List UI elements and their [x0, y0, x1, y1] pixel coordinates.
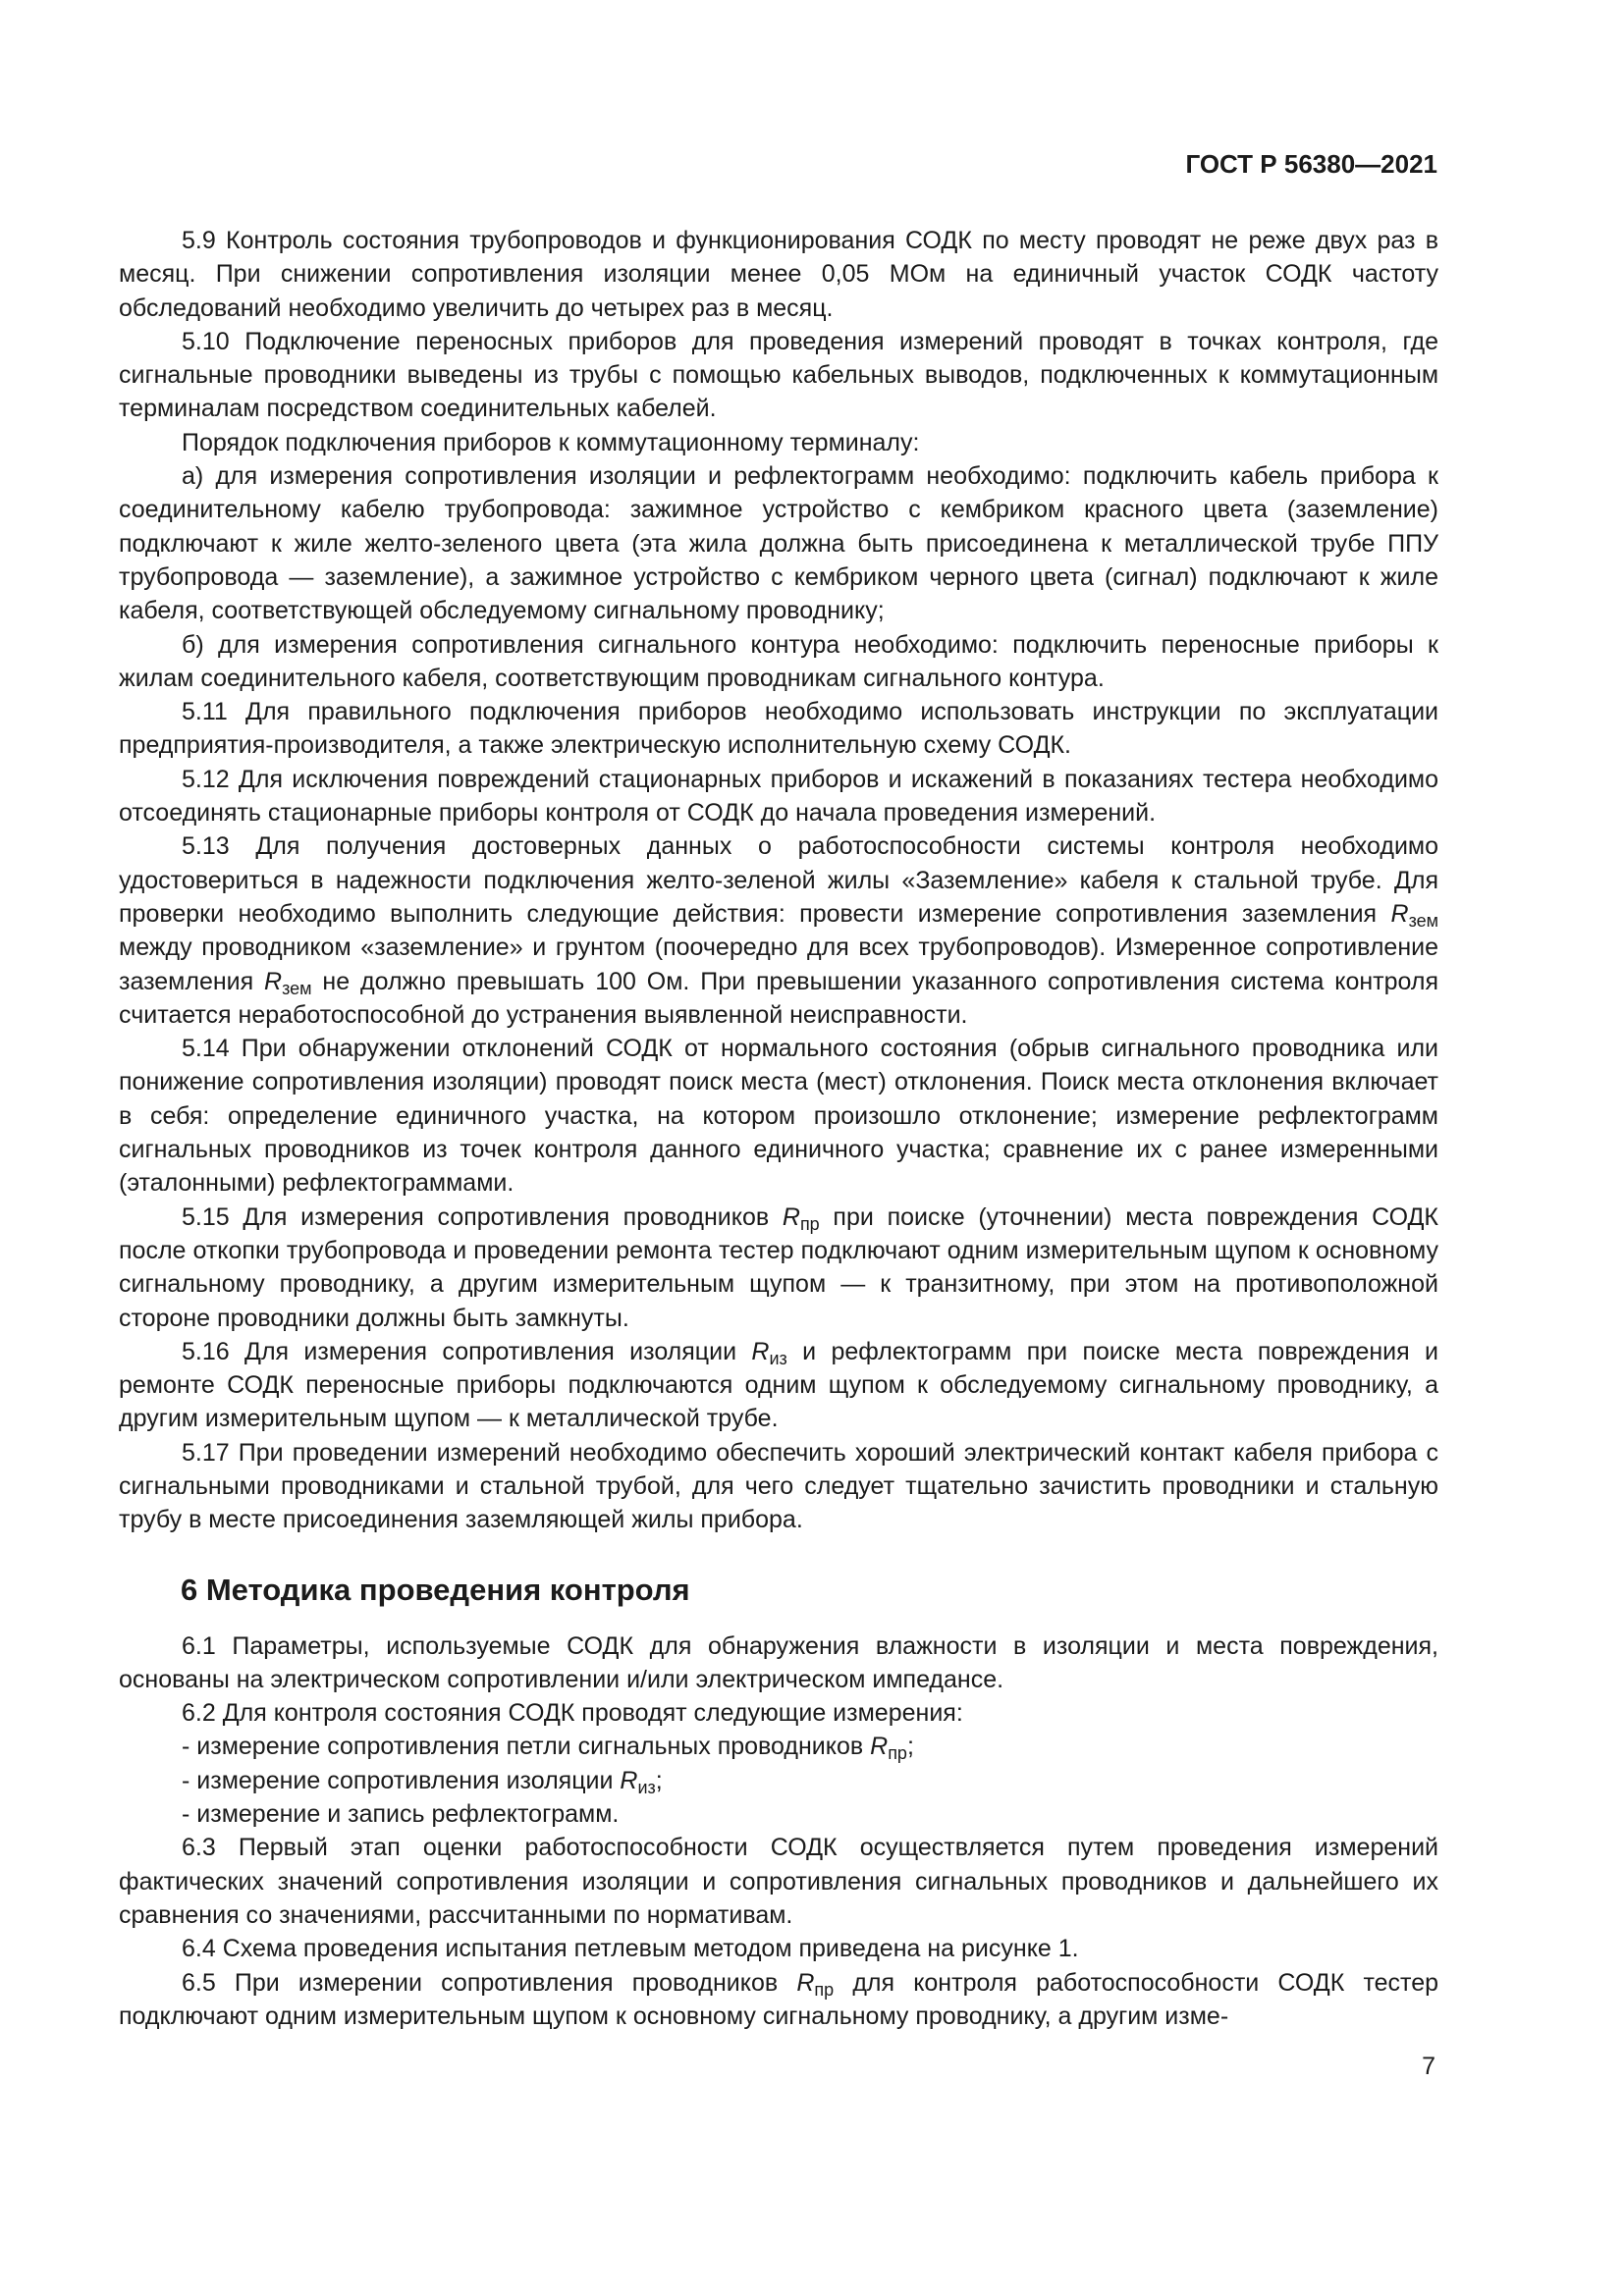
paragraph — [119, 1932, 1438, 1965]
paragraph — [119, 829, 1438, 1032]
section-heading — [181, 1571, 1438, 1610]
math-variable-symbol: R — [264, 967, 283, 995]
math-variable-symbol: R — [870, 1733, 889, 1761]
math-variable-symbol: R — [782, 1202, 800, 1231]
math-variable — [782, 1202, 820, 1234]
math-variable — [620, 1766, 656, 1797]
text-run: а) для измерения сопротивления изоляции и рефлектограмм необходимо: подключить кабель прибора к соединительному кабелю трубопровода: зажимное устройство с кембриком красного цвета (заземление) подключают к жиле желто-зеленого цвета (эта жила должна быть присоединена к металлической трубе ППУ трубопровода — заземление), а зажимное устройство с кембриком черного цвета (сигнал) подключают к жиле кабеля, соответствующей обследуемому сигнальному проводнику; — [119, 462, 1438, 625]
text-run: ; — [906, 1733, 914, 1761]
math-variable-symbol: R — [620, 1766, 638, 1794]
text-run: б) для измерения сопротивления сигнального контура необходимо: подключить переносные приборы к жилам соединительного кабеля, соответствующим проводникам сигнального контура. — [119, 630, 1438, 692]
text-run: Порядок подключения приборов к коммутационному терминалу: — [182, 428, 920, 456]
paragraph — [119, 1831, 1438, 1932]
paragraph — [119, 1730, 1438, 1763]
text-run: 5.11 Для правильного подключения приборов необходимо использовать инструкции по эксплуатации предприятия-производителя, а также электрическую исполнительную схему СОДК. — [119, 698, 1438, 760]
text-run: 5.10 Подключение переносных приборов для проведения измерений проводят в точках контроля, где сигнальные проводники выведены из трубы с помощью кабельных выводов, подключенных к коммутационным терминалам посредством соединительных кабелей. — [119, 327, 1438, 423]
text-run: - измерение и запись рефлектограмм. — [182, 1800, 620, 1829]
paragraph — [119, 224, 1438, 325]
text-run: 6 Методика проведения контроля — [181, 1572, 690, 1607]
text-run: и рефлектограмм при поиске места повреждения и ремонте СОДК переносные приборы подключаются одним щупом к обследуемому сигнальному проводнику, а другим измерительным щупом — к металлической трубе. — [119, 1337, 1438, 1433]
math-variable-subscript: зем — [1408, 910, 1438, 931]
math-variable — [796, 1968, 835, 2000]
text-run: ; — [655, 1766, 663, 1794]
text-run: - измерение сопротивления изоляции — [182, 1766, 621, 1794]
text-run: 5.16 Для измерения сопротивления изоляции — [182, 1337, 752, 1365]
text-run: - измерение сопротивления петли сигнальных проводников — [182, 1733, 871, 1761]
math-variable-symbol: R — [796, 1968, 815, 1997]
text-run: 5.17 При проведении измерений необходимо обеспечить хороший электрический контакт кабеля прибора с сигнальными проводниками и стальной трубой, для чего следует тщательно зачистить проводники и стальную трубу в месте присоединения заземляющей жилы прибора. — [119, 1438, 1438, 1534]
text-run: 6.2 Для контроля состояния СОДК проводят следующие измерения: — [182, 1699, 963, 1728]
paragraph — [119, 426, 1438, 459]
paragraph — [119, 1966, 1438, 2034]
paragraph — [119, 763, 1438, 830]
paragraph — [119, 1201, 1438, 1335]
text-run: 6.1 Параметры, используемые СОДК для обнаружения влажности в изоляции и места повреждения, основаны на электрическом сопротивлении и/или электрическом импедансе. — [119, 1631, 1438, 1693]
math-variable — [264, 967, 312, 998]
text-run: между проводником «заземление» и грунтом (поочередно для всех трубопроводов). Измеренное сопротивление заземления — [119, 934, 1438, 995]
math-variable-subscript: из — [637, 1777, 656, 1797]
paragraph — [119, 1629, 1438, 1697]
paragraph — [119, 459, 1438, 627]
math-variable-symbol: R — [751, 1337, 770, 1365]
paragraph — [119, 1436, 1438, 1537]
text-run: 5.9 Контроль состояния трубопроводов и функционирования СОДК по месту проводят не реже двух раз в месяц. При снижении сопротивления изоляции менее 0,05 МОм на единичный участок СОДК частоту обследований необходимо увеличить до четырех раз в месяц. — [119, 227, 1438, 322]
paragraph — [119, 695, 1438, 763]
math-variable — [1390, 899, 1439, 931]
math-variable-subscript: пр — [888, 1743, 907, 1764]
text-run: для контроля работоспособности СОДК тестер подключают одним измерительным щупом к основному сигнальному проводнику, а другим изме- — [119, 1968, 1438, 2030]
math-variable-symbol: R — [1390, 899, 1409, 928]
math-variable-subscript: пр — [799, 1213, 820, 1234]
document-body — [119, 224, 1438, 2033]
text-run: 5.14 При обнаружении отклонений СОДК от нормального состояния (обрыв сигнального проводника или понижение сопротивления изоляции) проводят поиск места (мест) отклонения. Поиск места отклонения включает в себя: определение единичного участка, на котором произошло отклонение; измерение рефлектограмм сигнальных проводников из точек контроля данного единичного участка; сравнение их с ранее измеренными (эталонными) рефлектограммами. — [119, 1035, 1438, 1198]
text-run: 6.5 При измерении сопротивления проводников — [182, 1968, 797, 1997]
text-run: 5.15 Для измерения сопротивления проводников — [182, 1202, 783, 1231]
math-variable — [870, 1733, 907, 1764]
math-variable-subscript: зем — [282, 978, 312, 998]
text-run: 5.12 Для исключения повреждений стационарных приборов и искажений в показаниях тестера необходимо отсоединять стационарные приборы контроля от СОДК до начала проведения измерений. — [119, 765, 1438, 828]
math-variable-subscript: пр — [814, 1979, 835, 2000]
paragraph — [119, 1696, 1438, 1730]
text-run: при поиске (уточнении) места повреждения СОДК после откопки трубопровода и проведении ремонта тестер подключают одним измерительным щупом к основному сигнальному проводнику, а другим измерительным щупом — к транзитному, при этом на противоположной стороне проводники должны быть замкнуты. — [119, 1202, 1438, 1332]
paragraph — [119, 1335, 1438, 1436]
text-run: не должно превышать 100 Ом. При превышении указанного сопротивления система контроля считается неработоспособной до устранения выявленной неисправности. — [119, 967, 1438, 1029]
paragraph — [119, 1797, 1438, 1831]
paragraph — [119, 628, 1438, 696]
paragraph — [119, 1764, 1438, 1797]
paragraph — [119, 1032, 1438, 1200]
paragraph — [119, 325, 1438, 426]
text-run: 6.4 Схема проведения испытания петлевым методом приведена на рисунке 1. — [182, 1935, 1079, 1963]
math-variable — [751, 1337, 787, 1368]
text-run: 6.3 Первый этап оценки работоспособности СОДК осуществляется путем проведения измерений фактических значений сопротивления изоляции и сопротивления сигнальных проводников и дальнейшего их сравнения со значениями, рассчитанными по нормативам. — [119, 1834, 1438, 1929]
text-run: 5.13 Для получения достоверных данных о работоспособности системы контроля необходимо удостовериться в надежности подключения желто-зеленой жилы «Заземление» кабеля к стальной трубе. Для проверки необходимо выполнить следующие действия: провести измерение сопротивления заземления — [119, 832, 1438, 928]
page-number: 7 — [1422, 2053, 1435, 2080]
math-variable-subscript: из — [769, 1348, 787, 1368]
document-code-header: ГОСТ Р 56380—2021 — [1185, 149, 1437, 179]
